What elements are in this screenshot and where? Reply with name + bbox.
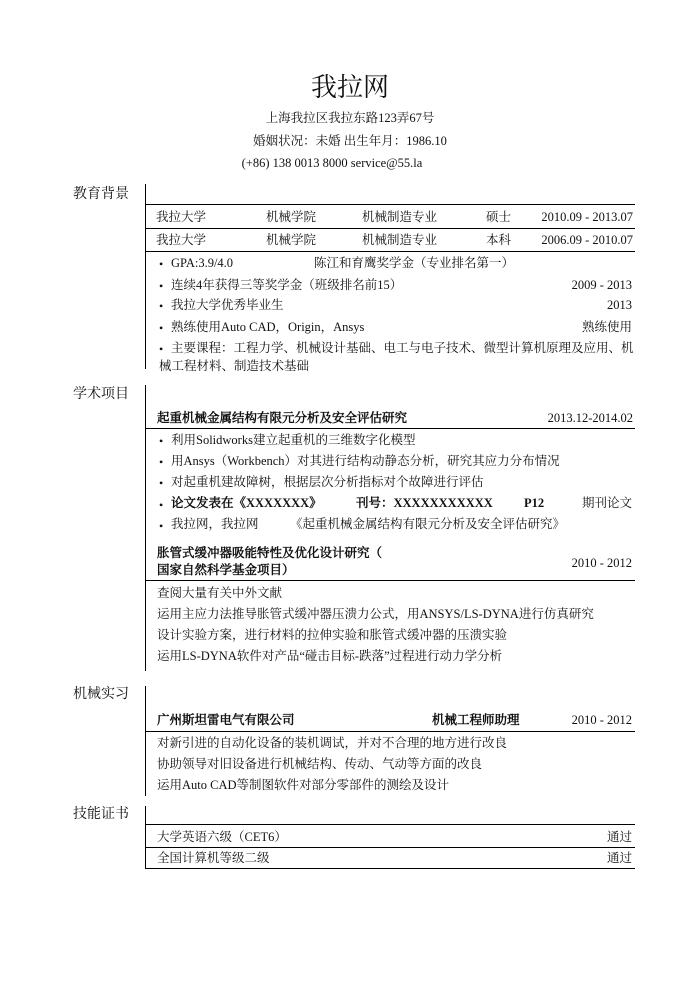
paper-journal: 论文发表在《XXXXXXX》 xyxy=(171,496,322,510)
period: 2010 - 2012 xyxy=(571,713,632,727)
divider xyxy=(145,824,635,825)
item-text: 利用Solidworks建立起重机的三维数字化模型 xyxy=(171,433,416,447)
vertical-rule xyxy=(145,686,146,796)
section-title-education: 教育背景 xyxy=(73,187,129,202)
item-text: 主要课程：工程力学、机械设计基础、电工与电子技术、微型计算机原理及应用、机 xyxy=(171,341,634,355)
list-item: 查阅大量有关中外文献 xyxy=(157,586,283,600)
resume-name: 我拉网 xyxy=(310,73,389,102)
item-right: 2009 - 2013 xyxy=(571,278,632,292)
divider xyxy=(145,868,635,869)
bullet: • xyxy=(159,519,164,533)
bullet: • xyxy=(159,299,164,313)
item-text: 连续4年获得三等奖学金（班级排名前15） xyxy=(171,278,403,292)
bullet: • xyxy=(159,279,164,293)
list-item: 运用LS-DYNA软件对产品“碰击目标-跌落”过程进行动力学分析 xyxy=(157,649,503,663)
bullet: • xyxy=(159,257,164,271)
divider xyxy=(145,847,635,848)
contact-info: (+86) 138 0013 8000 service@55.la xyxy=(241,156,423,170)
divider xyxy=(145,228,635,229)
paper-authors: 我拉网，我拉网 xyxy=(171,517,259,531)
skill-name: 大学英语六级（CET6） xyxy=(157,830,287,844)
item-right: 2013 xyxy=(607,298,632,312)
divider xyxy=(145,731,635,732)
item-right: 熟练使用 xyxy=(581,320,632,334)
school: 我拉大学 xyxy=(156,210,207,224)
bullet: • xyxy=(159,498,164,512)
vertical-rule xyxy=(145,806,146,868)
skill-status: 通过 xyxy=(606,830,632,844)
paper-page: P12 xyxy=(524,496,545,510)
project-name: 起重机械金属结构有限元分析及安全评估研究 xyxy=(157,411,408,425)
divider xyxy=(145,580,635,581)
divider xyxy=(145,428,635,429)
list-item: 运用主应力法推导胀管式缓冲器压溃力公式，用ANSYS/LS-DYNA进行仿真研究 xyxy=(157,607,594,621)
paper-issue: 刊号：XXXXXXXXXXX xyxy=(356,496,493,510)
list-item: 设计实验方案，进行材料的拉伸实验和胀管式缓冲器的压溃实验 xyxy=(157,628,508,642)
college: 机械学院 xyxy=(266,233,317,247)
company: 广州斯坦雷电气有限公司 xyxy=(157,713,295,727)
section-title-skills: 技能证书 xyxy=(73,807,129,822)
vertical-rule xyxy=(145,184,146,369)
personal-info: 婚姻状况：未婚 出生年月：1986.10 xyxy=(253,134,447,148)
bullet: • xyxy=(159,455,164,469)
item-text: 对起重机建故障树，根据层次分析指标对个故障进行评估 xyxy=(171,475,484,489)
bullet: • xyxy=(159,434,164,448)
item-text: GPA:3.9/4.0 xyxy=(171,256,234,270)
period: 2010.09 - 2013.07 xyxy=(541,210,633,224)
address: 上海我拉区我拉东路123弄67号 xyxy=(265,111,435,125)
major: 机械制造专业 xyxy=(362,210,438,224)
bullet: • xyxy=(159,342,164,356)
item-text: 我拉大学优秀毕业生 xyxy=(171,298,284,312)
item-text: 熟练使用Auto CAD，Origin，Ansys xyxy=(171,320,365,334)
role: 机械工程师助理 xyxy=(432,713,520,727)
degree: 硕士 xyxy=(486,210,512,224)
divider xyxy=(145,251,635,252)
bullet: • xyxy=(159,321,164,335)
section-title-research: 学术项目 xyxy=(73,387,129,402)
degree: 本科 xyxy=(486,233,512,247)
bullet: • xyxy=(159,476,164,490)
school: 我拉大学 xyxy=(156,233,207,247)
item-text-continued: 械工程材料、制造技术基础 xyxy=(159,359,310,373)
list-item: 运用Auto CAD等制图软件对部分零部件的测绘及设计 xyxy=(157,778,450,792)
paper-type: 期刊论文 xyxy=(581,496,632,510)
list-item: 对新引进的自动化设备的装机调试，并对不合理的地方进行改良 xyxy=(157,736,508,750)
item-extra: 陈江和育鹰奖学金（专业排名第一） xyxy=(314,256,515,270)
section-title-internship: 机械实习 xyxy=(73,687,129,702)
list-item: 协助领导对旧设备进行机械结构、传动、气动等方面的改良 xyxy=(157,757,483,771)
major: 机械制造专业 xyxy=(362,233,438,247)
skill-name: 全国计算机等级二级 xyxy=(157,851,270,865)
paper-title: 《起重机械金属结构有限元分析及安全评估研究》 xyxy=(290,517,566,531)
project-period: 2010 - 2012 xyxy=(571,556,632,570)
college: 机械学院 xyxy=(266,210,317,224)
period: 2006.09 - 2010.07 xyxy=(541,233,633,247)
project-name: 胀管式缓冲器吸能特性及优化设计研究（ xyxy=(157,546,383,560)
project-period: 2013.12-2014.02 xyxy=(547,411,633,425)
divider xyxy=(145,204,635,205)
project-name-continued: 国家自然科学基金项目） xyxy=(157,563,295,577)
skill-status: 通过 xyxy=(606,851,632,865)
item-text: 用Ansys（Workbench）对其进行结构动静态分析，研究其应力分布情况 xyxy=(171,454,560,468)
